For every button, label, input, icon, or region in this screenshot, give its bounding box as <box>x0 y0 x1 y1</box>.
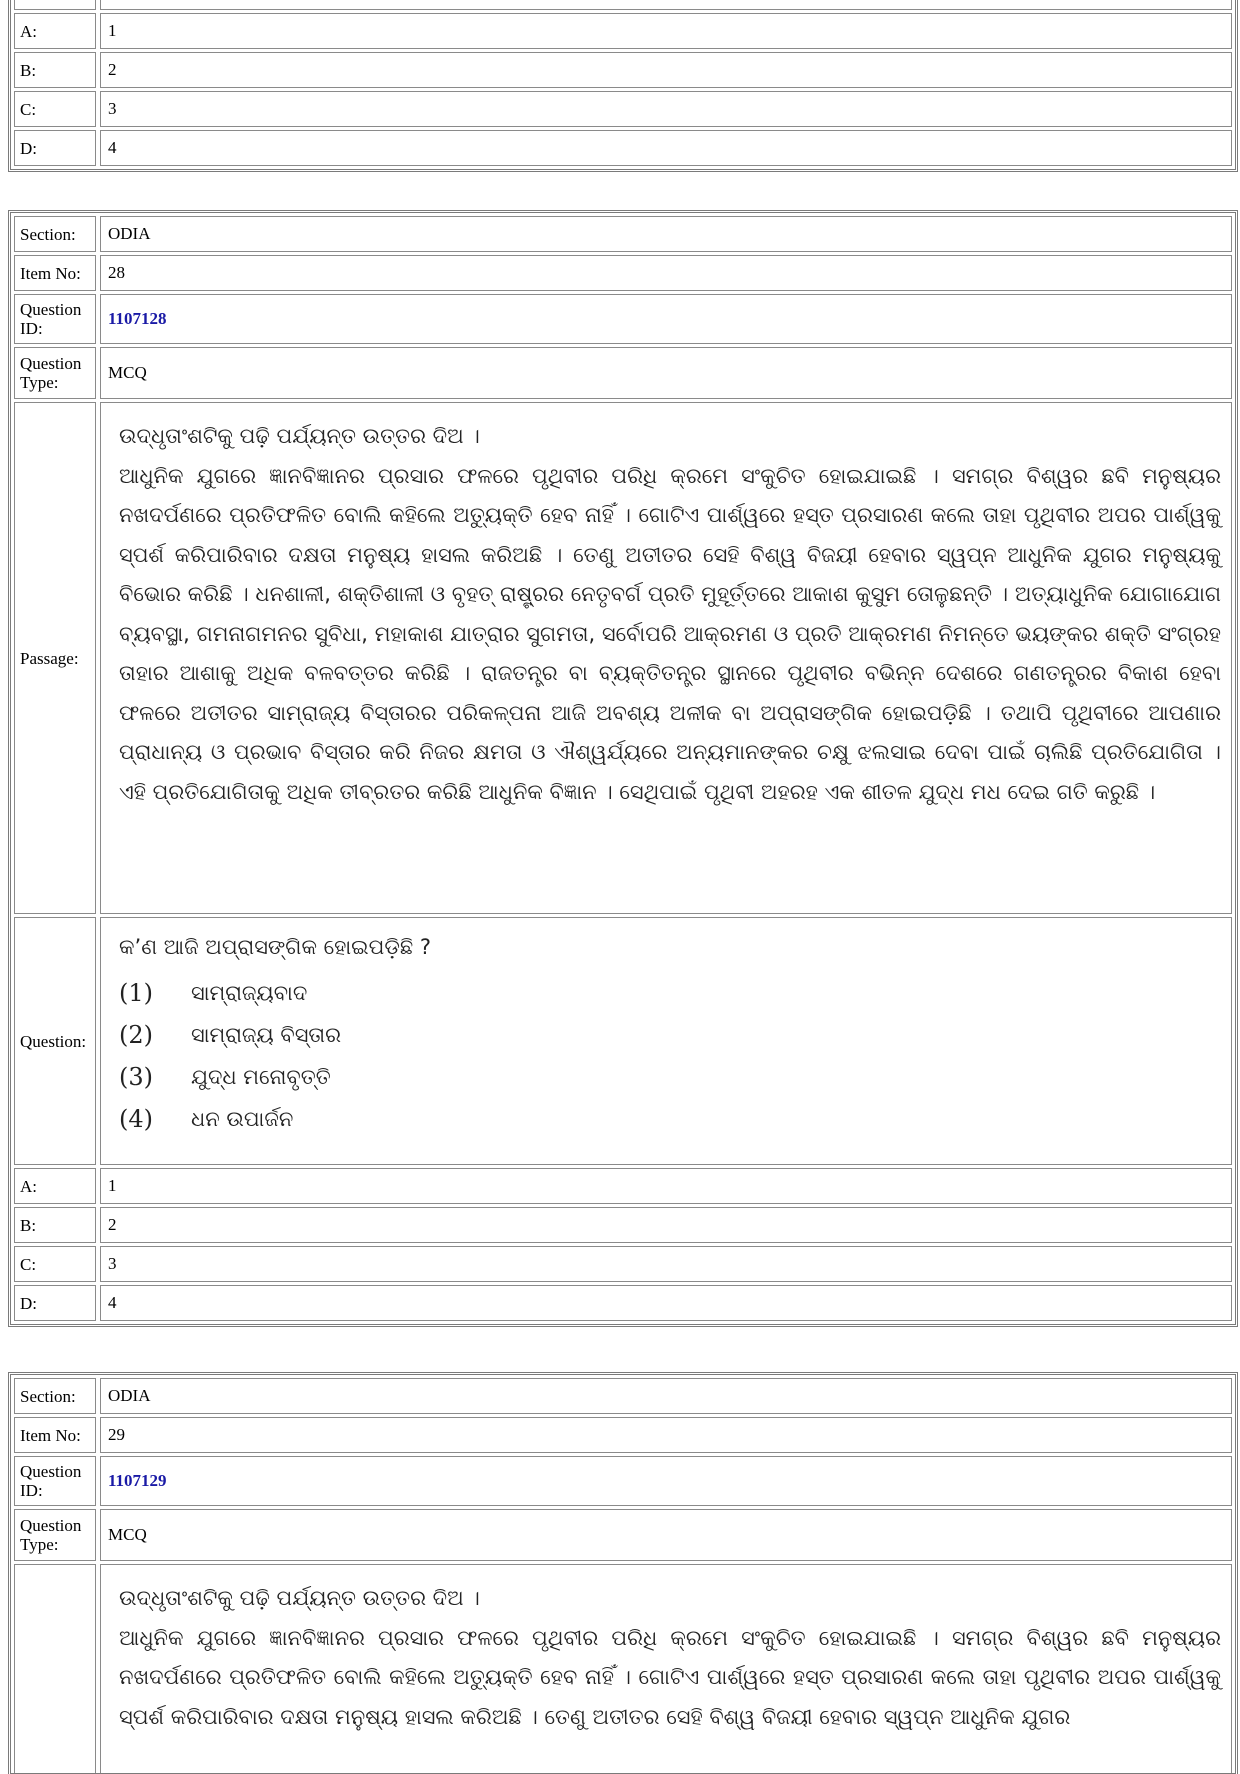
label-question-type: Question Type: <box>14 1509 96 1561</box>
row-answer-a <box>14 1168 1232 1204</box>
option-2-text: ସାମ୍ରାଜ୍ୟ ବିସ୍ତାର <box>191 1022 342 1047</box>
answer-c-value: 3 <box>100 91 1232 127</box>
row-question <box>14 917 1232 1165</box>
label-b: B: <box>14 52 96 88</box>
passage-text <box>100 402 1232 914</box>
section-value: ODIA <box>100 1378 1232 1414</box>
passage-intro: ଉଦ୍ଧୃତାଂଶଟିକୁ ପଢ଼ି ପର୍ଯ୍ୟନ୍ତ ଉତ୍ତର ଦିଅ । <box>119 1586 480 1610</box>
label-question: Question: <box>14 917 96 1165</box>
label-c: C: <box>14 91 96 127</box>
label-b: B: <box>14 1207 96 1243</box>
row-question-id <box>14 1456 1232 1506</box>
question-id-value <box>100 1456 1232 1506</box>
row-question-type <box>14 1509 1232 1561</box>
label-item-no: Item No: <box>14 1417 96 1453</box>
label-question-type: Question Type: <box>14 347 96 399</box>
answer-d-value: 4 <box>100 130 1232 166</box>
label-question-id: Question ID: <box>14 294 96 344</box>
question-type-value: MCQ <box>100 347 1232 399</box>
option-1-number: (1) <box>119 979 153 1007</box>
label-section: Section: <box>14 1378 96 1414</box>
passage-body: ଆଧୁନିକ ଯୁଗରେ ଜ୍ଞାନବିଜ୍ଞାନର ପ୍ରସାର ଫଳରେ ପୃଥିବୀର ପରିଧି କ୍ରମେ ସଂକୁଚିତ ହୋଇଯାଇଛି । ସମଗ୍ର ବିଶ୍ୱର ଛବି ମନୁଷ୍ୟର ନଖଦର୍ପଣରେ ପ୍ରତିଫଳିତ ବୋଲି କହିଲେ ଅତ୍ୟୁକ୍ତି ହେବ ନାହିଁ । ଗୋଟିଏ ପାର୍ଶ୍ୱରେ ହସ୍ତ ପ୍ରସାରଣ କଲେ ତାହା ପୃଥିବୀର ଅପର ପାର୍ଶ୍ୱକୁ ସ୍ପର୍ଶ କରିପାରିବାର ଦକ୍ଷତା ମନୁଷ୍ୟ ହାସଲ କରିଅଛି । ତେଣୁ ଅତୀତର ସେହି ବିଶ୍ୱ ବିଜୟୀ ହେବାର ସ୍ୱପ୍ନ ଆଧୁନିକ ଯୁଗର <box>119 1625 1221 1729</box>
label-a: A: <box>14 13 96 49</box>
question-id-text: 1107128 <box>108 309 167 328</box>
answer-a-value: 1 <box>100 13 1232 49</box>
option-2-number: (2) <box>119 1021 153 1049</box>
label-section: Section: <box>14 216 96 252</box>
option-1-text: ସାମ୍ରାଜ୍ୟବାଦ <box>191 980 308 1005</box>
option-3-text: ଯୁଦ୍ଧ ମନୋବୃତ୍ତି <box>191 1064 331 1089</box>
passage-intro: ଉଦ୍ଧୃତାଂଶଟିକୁ ପଢ଼ି ପର୍ଯ୍ୟନ୍ତ ଉତ୍ତର ଦିଅ । <box>119 424 480 448</box>
row-answer-b <box>14 52 1232 88</box>
option-4 <box>119 1098 1221 1140</box>
option-3-number: (3) <box>119 1063 153 1091</box>
row-label <box>14 0 96 10</box>
label-passage: Passage: <box>14 402 96 914</box>
answer-b-value: 2 <box>100 1207 1232 1243</box>
question-stem: କ’ଣ ଆଜି ଅପ୍ରାସଙ୍ଗିକ ହୋଇପଡ଼ିଛି ? <box>119 935 432 959</box>
answer-d-value: 4 <box>100 1285 1232 1321</box>
question-table-item-28 <box>10 212 1236 1325</box>
option-4-text: ଧନ ଉପାର୍ଜନ <box>191 1106 294 1131</box>
option-2 <box>119 1014 1221 1056</box>
answer-a-value: 1 <box>100 1168 1232 1204</box>
answer-b-value: 2 <box>100 52 1232 88</box>
row-passage <box>14 402 1232 914</box>
row-answer-c <box>14 1246 1232 1282</box>
row-section <box>14 1378 1232 1414</box>
option-4-number: (4) <box>119 1105 153 1133</box>
item-no-value: 28 <box>100 255 1232 291</box>
row-value <box>100 0 1232 10</box>
passage-text <box>100 1564 1232 1774</box>
label-item-no: Item No: <box>14 255 96 291</box>
label-passage <box>14 1564 96 1774</box>
answer-c-value: 3 <box>100 1246 1232 1282</box>
passage-body: ଆଧୁନିକ ଯୁଗରେ ଜ୍ଞାନବିଜ୍ଞାନର ପ୍ରସାର ଫଳରେ ପୃଥିବୀର ପରିଧି କ୍ରମେ ସଂକୁଚିତ ହୋଇଯାଇଛି । ସମଗ୍ର ବିଶ୍ୱର ଛବି ମନୁଷ୍ୟର ନଖଦର୍ପଣରେ ପ୍ରତିଫଳିତ ବୋଲି କହିଲେ ଅତ୍ୟୁକ୍ତି ହେବ ନାହିଁ । ଗୋଟିଏ ପାର୍ଶ୍ୱରେ ହସ୍ତ ପ୍ରସାରଣ କଲେ ତାହା ପୃଥିବୀର ଅପର ପାର୍ଶ୍ୱକୁ ସ୍ପର୍ଶ କରିପାରିବାର ଦକ୍ଷତା ମନୁଷ୍ୟ ହାସଲ କରିଅଛି । ତେଣୁ ଅତୀତର ସେହି ବିଶ୍ୱ ବିଜୟୀ ହେବାର ସ୍ୱପ୍ନ ଆଧୁନିକ ଯୁଗର ମନୁଷ୍ୟକୁ ବିଭୋର କରିଛି । ଧନଶାଳୀ, ଶକ୍ତିଶାଳୀ ଓ ବୃହତ୍ ରାଷ୍ଟ୍ରର ନେତୃବର୍ଗ ପ୍ରତି ମୁହୂର୍ତ୍ତରେ ଆକାଶ କୁସୁମ ତୋଳୁଛନ୍ତି । ଅତ୍ୟାଧୁନିକ ଯୋଗାଯୋଗ ବ୍ୟବସ୍ଥା, ଗମନାଗମନର ସୁବିଧା, ମହାକାଶ ଯାତ୍ରାର ସୁଗମତା, ସର୍ବୋପରି ଆକ୍ରମଣ ଓ ପ୍ରତି ଆକ୍ରମଣ ନିମନ୍ତେ ଭୟଙ୍କର ଶକ୍ତି ସଂଗ୍ରହ ତାହାର ଆଶାକୁ ଅଧିକ ବଳବତ୍ତର କରିଛି । ରାଜତନ୍ତ୍ର ବା ବ୍ୟକ୍ତିତନ୍ତ୍ର ସ୍ଥାନରେ ପୃଥିବୀର ବଭିନ୍ନ ଦେଶରେ ଗଣତନ୍ତ୍ରର ବିକାଶ ହେବା ଫଳରେ ଅତୀତର ସାମ୍ରାଜ୍ୟ ବିସ୍ତାରର ପରିକଳ୍ପନା ଆଜି ଅବଶ୍ୟ ଅଳୀକ ବା ଅପ୍ରାସଙ୍ଗିକ ହୋଇପଡ଼ିଛି । ତଥାପି ପୃଥିବୀରେ ଆପଣାର ପ୍ରାଧାନ୍ୟ ଓ ପ୍ରଭାବ ବିସ୍ତାର କରି ନିଜର କ୍ଷମତା ଓ ଐଶ୍ୱର୍ଯ୍ୟରେ ଅନ୍ୟମାନଙ୍କର ଚକ୍ଷୁ ଝଲସାଇ ଦେବା ପାଇଁ ଚାଲିଛି ପ୍ରତିଯୋଗିତା । ଏହି ପ୍ରତିଯୋଗିତାକୁ ଅଧିକ ତୀବ୍ରତର କରିଛି ଆଧୁନିକ ବିଜ୍ଞାନ । ସେଥିପାଇଁ ପୃଥିବୀ ଅହରହ ଏକ ଶୀତଳ ଯୁଦ୍ଧ ମଧ ଦେଇ ଗତି କରୁଛି । <box>119 463 1221 804</box>
label-a: A: <box>14 1168 96 1204</box>
row-answer-c <box>14 91 1232 127</box>
question-type-value: MCQ <box>100 1509 1232 1561</box>
question-id-text: 1107129 <box>108 1471 167 1490</box>
row-passage <box>14 1564 1232 1774</box>
option-1 <box>119 972 1221 1014</box>
row-item-no <box>14 255 1232 291</box>
row-item-no <box>14 1417 1232 1453</box>
item-no-value: 29 <box>100 1417 1232 1453</box>
question-body <box>100 917 1232 1165</box>
section-value: ODIA <box>100 216 1232 252</box>
row-previous-top <box>14 0 1232 10</box>
question-id-value <box>100 294 1232 344</box>
row-section <box>14 216 1232 252</box>
label-d: D: <box>14 130 96 166</box>
label-c: C: <box>14 1246 96 1282</box>
question-table-item-29 <box>10 1374 1236 1774</box>
option-3 <box>119 1056 1221 1098</box>
row-answer-b <box>14 1207 1232 1243</box>
label-question-id: Question ID: <box>14 1456 96 1506</box>
row-answer-d <box>14 130 1232 166</box>
row-answer-d <box>14 1285 1232 1321</box>
row-question-type <box>14 347 1232 399</box>
row-answer-a <box>14 13 1232 49</box>
label-d: D: <box>14 1285 96 1321</box>
question-table-previous <box>10 0 1236 170</box>
row-question-id <box>14 294 1232 344</box>
